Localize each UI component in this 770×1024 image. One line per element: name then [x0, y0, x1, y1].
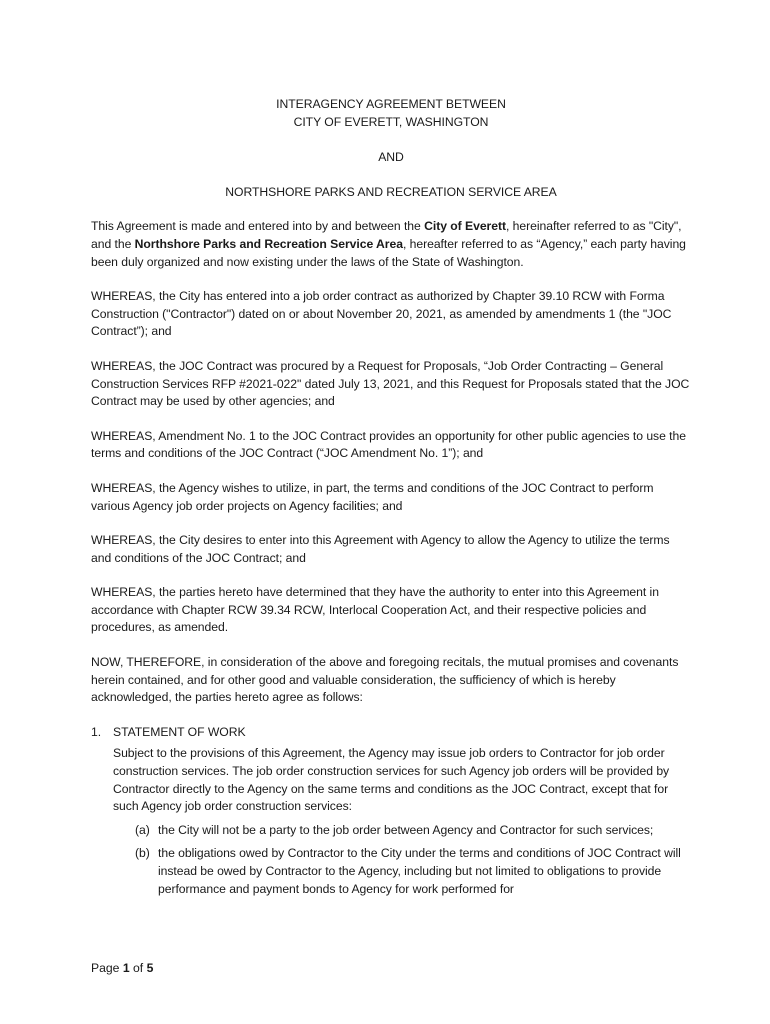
section-number: 1. [91, 724, 102, 739]
now-therefore-paragraph: NOW, THEREFORE, in consideration of the above and foregoing recitals, the mutual promises and covenants herein contained, and for other good and valuable consideration, the sufficiency of which is hereby acknowledged, the parties hereto agree as follows: [91, 655, 679, 705]
city-name: City of Everett [424, 219, 506, 234]
page-label: Page [91, 961, 123, 975]
agency-name: Northshore Parks and Recreation Service Area [134, 236, 403, 251]
recital-paragraph: WHEREAS, Amendment No. 1 to the JOC Contract provides an opportunity for other public agencies to use the terms and conditions of the JOC Contract (“JOC Amendment No. 1”); and [91, 428, 686, 461]
list-item-label: (b) [135, 846, 150, 861]
list-item-label: (a) [135, 822, 150, 837]
page-footer [91, 960, 153, 977]
title-line-3: NORTHSHORE PARKS AND RECREATION SERVICE AREA [225, 184, 557, 199]
page-total: 5 [146, 961, 154, 975]
intro-paragraph [91, 218, 691, 271]
intro-text-1: This Agreement is made and entered into by and between the [91, 219, 425, 234]
title-line-2: CITY OF EVERETT, WASHINGTON [293, 114, 489, 129]
section-1-body [113, 745, 691, 898]
list-item-text: the obligations owed by Contractor to the City under the terms and conditions of JOC Contract will instead be owed by Contractor to the Agency, including but not limited to obligations to provide performance and payment bonds to Agency for work performed for [158, 846, 681, 896]
list-item [135, 845, 691, 898]
list-item [135, 822, 691, 840]
recital-paragraph: WHEREAS, the Agency wishes to utilize, in part, the terms and conditions of the JOC Contract to perform various Agency job order projects on Agency facilities; and [91, 480, 654, 513]
recital-paragraph: WHEREAS, the City has entered into a job order contract as authorized by Chapter 39.10 RCW with Forma Construction ("Contractor") dated on or about November 20, 2021, as amended by amendments 1 (the "JOC Contract”); and [91, 289, 672, 339]
page-current: 1 [122, 961, 130, 975]
section-1-heading [91, 724, 691, 742]
section-title: STATEMENT OF WORK [113, 724, 246, 739]
intro-text-2: , hereinafter referred to as "City", and the [91, 219, 682, 251]
intro-text-3: , hereafter referred to as “Agency,” each party having been duly organized and now existing under the laws of the State of Washington. [91, 236, 686, 269]
list-item-text: the City will not be a party to the job order between Agency and Contractor for such services; [158, 822, 654, 837]
recital-paragraph: WHEREAS, the JOC Contract was procured by a Request for Proposals, “Job Order Contracting – General Construction Services RFP #2021-022" dated July 13, 2021, and this Request for Proposals stated that the JOC Contract may be used by other agencies; and [91, 358, 690, 409]
title-line-1: INTERAGENCY AGREEMENT BETWEEN [276, 97, 506, 111]
title-and: AND [378, 150, 404, 165]
recital-paragraph: WHEREAS, the City desires to enter into this Agreement with Agency to allow the Agency to utilize the terms and conditions of the JOC Contract; and [91, 533, 670, 565]
document-body [91, 96, 691, 904]
section-1-list [135, 822, 691, 898]
recital-paragraph: WHEREAS, the parties hereto have determined that they have the authority to enter into this Agreement in accordance with Chapter RCW 39.34 RCW, Interlocal Cooperation Act, and their respective policies and procedures, as amended. [91, 585, 659, 635]
section-1-text: Subject to the provisions of this Agreement, the Agency may issue job orders to Contractor for job order construction services. The job order construction services for such Agency job orders will be provided by Contractor directly to the Agency on the same terms and conditions as the JOC Contract, except that for such Agency job order construction services: [113, 746, 670, 814]
page-of-label: of [129, 961, 147, 975]
